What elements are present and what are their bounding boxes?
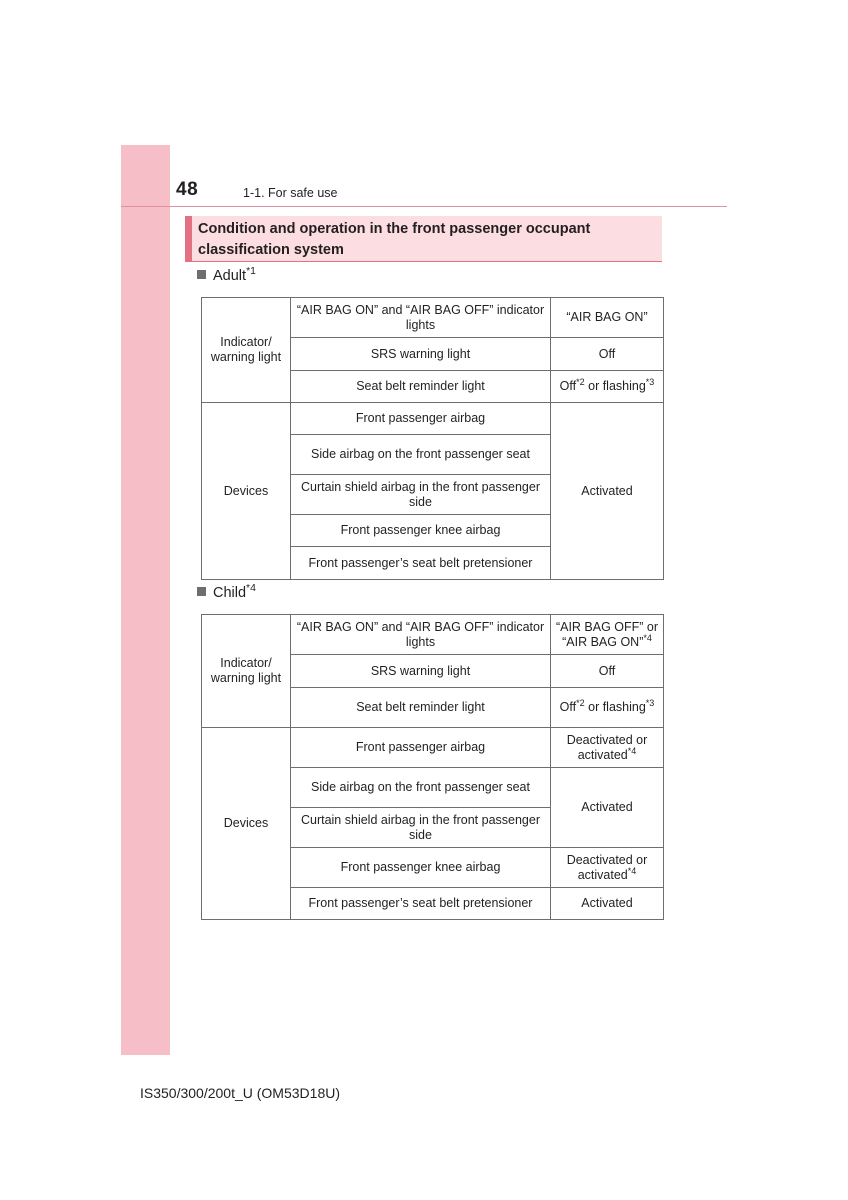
row-label-front-airbag: Front passenger airbag xyxy=(291,403,551,435)
row-value-pretensioner: Activated xyxy=(551,888,664,920)
row-label-front-airbag: Front passenger airbag xyxy=(291,728,551,768)
table-row xyxy=(202,403,664,435)
row-value-side-curtain: Activated xyxy=(551,768,664,848)
footnote-ref: *2 xyxy=(576,697,585,708)
adult-table xyxy=(201,297,664,580)
value-text: Deactivated or activated xyxy=(566,732,648,762)
row-label-side-airbag: Side airbag on the front passenger seat xyxy=(291,435,551,475)
row-label-curtain-airbag: Curtain shield airbag in the front passenger side xyxy=(291,475,551,515)
square-bullet-icon xyxy=(197,270,206,279)
footnote-ref: *3 xyxy=(645,697,655,708)
header-rule xyxy=(121,206,727,207)
value-text: Off xyxy=(559,700,577,714)
row-value-indicator-lights: “AIR BAG ON” xyxy=(551,298,664,338)
row-label-pretensioner: Front passenger’s seat belt pretensioner xyxy=(291,547,551,580)
table-row xyxy=(202,298,664,338)
value-text: or flashing xyxy=(584,700,646,714)
page-number: 48 xyxy=(176,179,199,200)
row-label-indicator-lights: “AIR BAG ON” and “AIR BAG OFF” indicator lights xyxy=(291,298,551,338)
group-cell-devices: Devices xyxy=(202,403,291,580)
group-cell-devices: Devices xyxy=(202,728,291,920)
row-label-seat-belt-reminder: Seat belt reminder light xyxy=(291,371,551,403)
adult-heading-note: *1 xyxy=(246,266,256,278)
row-value-devices: Activated xyxy=(551,403,664,580)
row-value-srs-warning: Off xyxy=(551,655,664,688)
table-row xyxy=(202,728,664,768)
row-label-seat-belt-reminder: Seat belt reminder light xyxy=(291,688,551,728)
adult-heading xyxy=(197,268,256,284)
row-value-indicator-lights xyxy=(551,615,664,655)
row-label-side-airbag: Side airbag on the front passenger seat xyxy=(291,768,551,808)
footnote-ref: *4 xyxy=(627,745,637,756)
row-label-indicator-lights: “AIR BAG ON” and “AIR BAG OFF” indicator lights xyxy=(291,615,551,655)
section-title: Condition and operation in the front passenger occupant classification system xyxy=(185,216,662,262)
adult-heading-text: Adult xyxy=(213,268,247,284)
row-label-srs-warning: SRS warning light xyxy=(291,655,551,688)
row-label-srs-warning: SRS warning light xyxy=(291,338,551,371)
side-tab-band xyxy=(121,145,170,1055)
child-table xyxy=(201,614,664,920)
table-row xyxy=(202,615,664,655)
row-label-knee-airbag: Front passenger knee airbag xyxy=(291,848,551,888)
row-value-seat-belt-reminder xyxy=(551,371,664,403)
footnote-ref: *4 xyxy=(627,865,637,876)
group-cell-indicator: Indicator/ warning light xyxy=(202,615,291,728)
value-text: Deactivated or activated xyxy=(566,852,648,882)
value-text: “AIR BAG OFF” or “AIR BAG ON” xyxy=(555,619,659,649)
footer-model-code: IS350/300/200t_U (OM53D18U) xyxy=(140,1085,340,1101)
footnote-ref: *2 xyxy=(576,376,585,387)
row-label-knee-airbag: Front passenger knee airbag xyxy=(291,515,551,547)
row-value-seat-belt-reminder xyxy=(551,688,664,728)
section-label: 1-1. For safe use xyxy=(243,186,338,200)
value-text: or flashing xyxy=(584,379,646,393)
row-value-front-airbag xyxy=(551,728,664,768)
child-heading xyxy=(197,585,256,601)
row-label-curtain-airbag: Curtain shield airbag in the front passenger side xyxy=(291,808,551,848)
row-value-knee-airbag xyxy=(551,848,664,888)
value-text: Off xyxy=(559,379,577,393)
footnote-ref: *3 xyxy=(645,376,655,387)
child-heading-text: Child xyxy=(213,585,247,601)
row-value-srs-warning: Off xyxy=(551,338,664,371)
child-heading-note: *4 xyxy=(246,583,256,595)
square-bullet-icon xyxy=(197,587,206,596)
group-cell-indicator: Indicator/ warning light xyxy=(202,298,291,403)
row-label-pretensioner: Front passenger’s seat belt pretensioner xyxy=(291,888,551,920)
footnote-ref: *4 xyxy=(643,632,652,643)
